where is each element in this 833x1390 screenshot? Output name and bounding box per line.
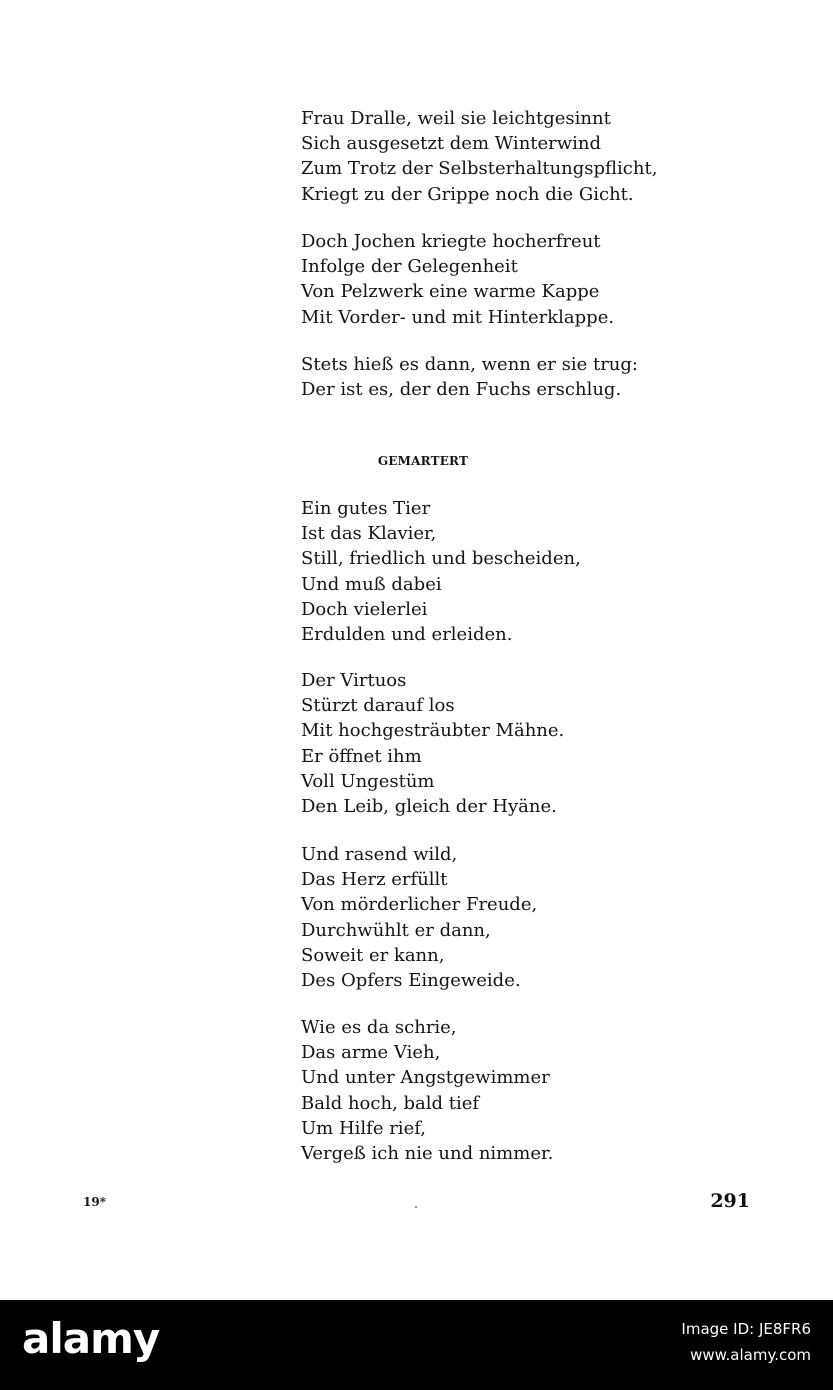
stanza — [301, 842, 537, 993]
watermark-logo: alamy — [22, 1314, 160, 1363]
verse-line: Und muß dabei — [301, 573, 442, 595]
stanza — [301, 229, 614, 330]
verse-line: Kriegt zu der Grippe noch die Gicht. — [301, 183, 634, 205]
verse-line: Des Opfers Eingeweide. — [301, 970, 521, 992]
verse-line: Still, friedlich und bescheiden, — [301, 548, 581, 570]
verse-line: Erdulden und erleiden. — [301, 624, 513, 646]
verse-line: Sich ausgesetzt dem Winterwind — [301, 133, 602, 155]
verse-line: Ist das Klavier, — [301, 523, 437, 545]
verse-line: Doch Jochen kriegte hocherfreut — [301, 231, 601, 252]
verse-line: Doch vielerlei — [301, 598, 428, 620]
verse-line: Vergeß ich nie und nimmer. — [301, 1143, 554, 1165]
watermark-image-id: Image ID: JE8FR6 — [681, 1320, 811, 1338]
verse-line: Und unter Angstgewimmer — [301, 1067, 550, 1089]
verse-line: Von Pelzwerk eine warme Kappe — [301, 281, 600, 303]
print-speck — [415, 1206, 417, 1208]
verse-line: Mit hochgesträubter Mähne. — [301, 720, 565, 742]
watermark-url: www.alamy.com — [690, 1346, 811, 1364]
watermark-banner — [0, 1300, 833, 1390]
verse-line: Soweit er kann, — [301, 944, 445, 966]
verse-line: Der ist es, der den Fuchs erschlug. — [301, 379, 622, 401]
signature-mark: 19* — [83, 1195, 106, 1209]
verse-line: Das arme Vieh, — [301, 1042, 441, 1064]
stanza — [301, 496, 581, 647]
page-number: 291 — [710, 1190, 750, 1212]
stanza — [301, 668, 564, 819]
verse-line: Und rasend wild, — [301, 844, 458, 865]
verse-line: Bald hoch, bald tief — [301, 1092, 480, 1114]
verse-line: Mit Vorder- und mit Hinterklappe. — [301, 306, 615, 328]
verse-line: Durchwühlt er dann, — [301, 919, 491, 941]
verse-line: Er öffnet ihm — [301, 745, 422, 767]
verse-line: Den Leib, gleich der Hyäne. — [301, 796, 557, 818]
verse-line: Um Hilfe rief, — [301, 1117, 426, 1139]
verse-line: Von mörderlicher Freude, — [301, 894, 538, 916]
verse-line: Ein gutes Tier — [301, 498, 431, 519]
stanza — [301, 1015, 553, 1166]
verse-line: Das Herz erfüllt — [301, 869, 448, 891]
verse-line: Stets hieß es dann, wenn er sie trug: — [301, 354, 638, 375]
stanza — [301, 106, 657, 207]
verse-line: Der Virtuos — [301, 670, 407, 691]
poem-title: GEMARTERT — [377, 454, 469, 468]
verse-line: Infolge der Gelegenheit — [301, 256, 518, 278]
verse-line: Voll Ungestüm — [301, 770, 435, 792]
verse-line: Stürzt darauf los — [301, 695, 455, 717]
verse-line: Wie es da schrie, — [301, 1017, 457, 1038]
verse-line: Frau Dralle, weil sie leichtgesinnt — [301, 108, 611, 129]
verse-line: Zum Trotz der Selbsterhaltungspflicht, — [301, 158, 658, 180]
stanza — [301, 352, 638, 402]
